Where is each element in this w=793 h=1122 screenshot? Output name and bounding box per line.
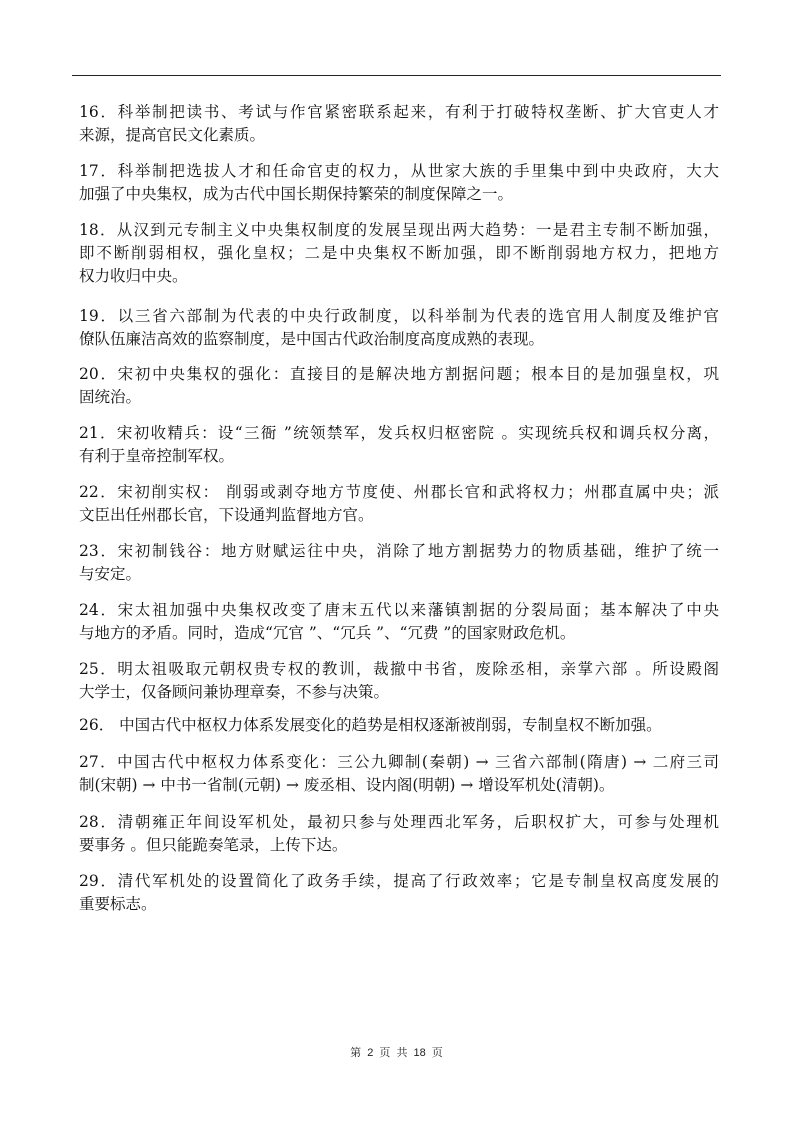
paragraph-line: 17．科举制把选拔人才和任命官吏的权力，从世家大族的手里集中到中央政府，大大 [79, 162, 719, 180]
paragraph-line: 大学士，仅备顾问兼协理章奏，不参与决策。 [79, 683, 390, 701]
paragraph-line: 25．明太祖吸取元朝权贵专权的教训，裁撤中书省，废除丞相，亲掌六部 。所设殿阁 [79, 660, 719, 678]
paragraph-line: 21．宋初收精兵：设“三衙 ”统领禁军，发兵权归枢密院 。实现统兵权和调兵权分离， [79, 424, 719, 442]
list-item [79, 714, 719, 737]
paragraph-line: 19．以三省六部制为代表的中央行政制度，以科举制为代表的选官用人制度及维护官 [79, 307, 719, 325]
list-item [79, 305, 719, 351]
list-item [79, 870, 719, 916]
paragraph-line: 与安定。 [79, 565, 142, 583]
paragraph-line: 16．科举制把读书、考试与作官紧密联系起来，有利于打破特权垄断、扩大官吏人才 [79, 103, 719, 121]
paragraph-line: 加强了中央集权，成为古代中国长期保持繁荣的制度保障之一。 [79, 185, 514, 203]
paragraph-line: 要事务 。但只能跪奏笔录，上传下达。 [79, 836, 348, 854]
list-item [79, 219, 719, 288]
paragraph-line: 权力收归中央。 [79, 267, 188, 285]
header-rule [72, 75, 721, 76]
paragraph-line: 28．清朝雍正年间设军机处，最初只参与处理西北军务，后职权扩大，可参与处理机 [79, 813, 719, 831]
list-item [79, 422, 719, 468]
list-item [79, 481, 719, 527]
list-item [79, 658, 719, 704]
paragraph-line: 有利于皇帝控制军权。 [79, 447, 235, 465]
paragraph-line: 与地方的矛盾。同时，造成“冗官 ”、“冗兵 ”、“冗费 ”的国家财政危机。 [79, 624, 576, 642]
page-footer: 第 2 页 共 18 页 [350, 1047, 443, 1059]
paragraph-line: 22．宋初削实权： 削弱或剥夺地方节度使、州郡长官和武将权力；州郡直属中央；派 [79, 483, 719, 501]
paragraph-line: 27．中国古代中枢权力体系变化：三公九卿制(秦朝) → 三省六部制(隋唐) → 二府三司 [79, 753, 719, 771]
paragraph-line: 29．清代军机处的设置简化了政务手续，提高了行政效率；它是专制皇权高度发展的 [79, 872, 719, 890]
paragraph-line: 18．从汉到元专制主义中央集权制度的发展呈现出两大趋势：一是君主专制不断加强， [79, 221, 719, 239]
paragraph-line: 文臣出任州郡长官，下设通判监督地方官。 [79, 506, 374, 524]
paragraph-line: 23．宋初制钱谷：地方财赋运往中央，消除了地方割据势力的物质基础，维护了统一 [79, 542, 719, 560]
list-item [79, 101, 719, 147]
paragraph-line: 来源，提高官民文化素质。 [79, 126, 266, 144]
list-item [79, 540, 719, 586]
paragraph-line: 重要标志。 [79, 895, 157, 913]
paragraph-line: 僚队伍廉洁高效的监察制度，是中国古代政治制度高度成熟的表现。 [79, 330, 545, 348]
paragraph-line: 26． 中国古代中枢权力体系发展变化的趋势是相权逐渐被削弱，专制皇权不断加强。 [79, 716, 662, 734]
paragraph-line: 20．宋初中央集权的强化：直接目的是解决地方割据问题；根本目的是加强皇权，巩 [79, 365, 719, 383]
list-item [79, 599, 719, 645]
paragraph-line: 即不断削弱相权，强化皇权；二是中央集权不断加强，即不断削弱地方权力，把地方 [79, 244, 719, 262]
paragraph-line: 24．宋太祖加强中央集权改变了唐末五代以来藩镇割据的分裂局面；基本解决了中央 [79, 601, 719, 619]
list-item [79, 363, 719, 409]
list-item [79, 811, 719, 857]
paragraph-line: 制(宋朝) → 中书一省制(元朝) → 废丞相、设内阁(明朝) → 增设军机处(清朝)。 [79, 776, 615, 794]
list-item [79, 160, 719, 206]
list-item [79, 751, 719, 797]
paragraph-line: 固统治。 [79, 388, 142, 406]
